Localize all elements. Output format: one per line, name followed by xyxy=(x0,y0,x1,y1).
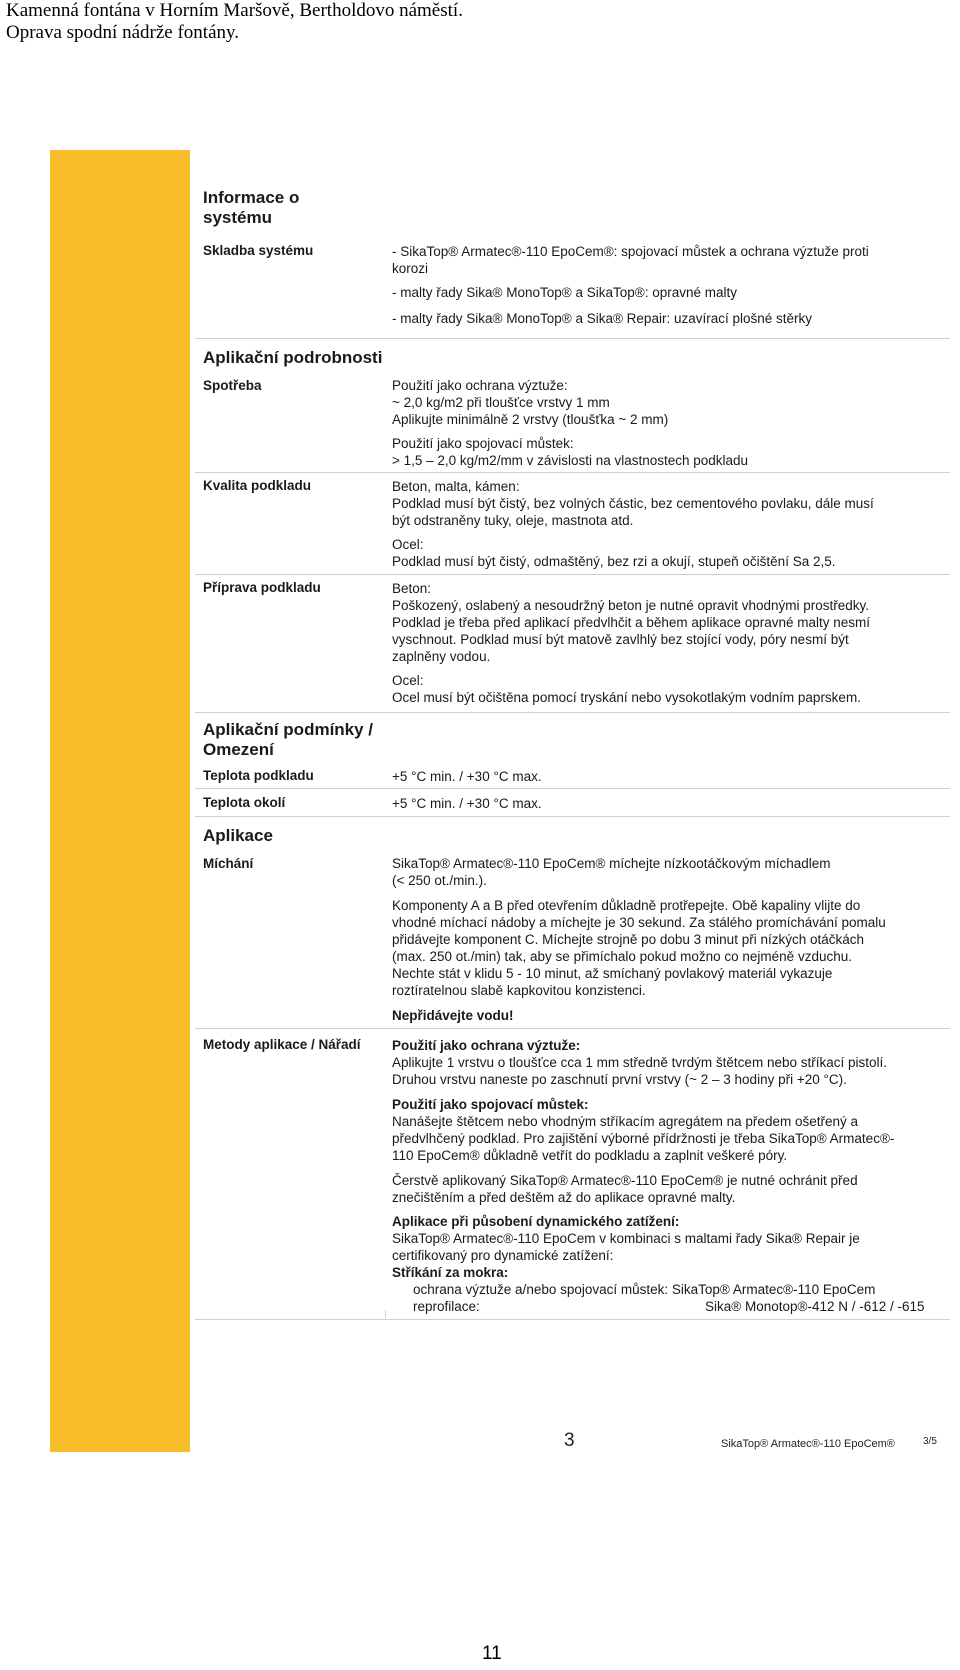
prep-line-4: vyschnout. Podklad musí být matově zavlhlý bez stojící vody, póry nesmí být xyxy=(392,632,849,647)
methods-line-12: certifikovaný pro dynamické zatížení: xyxy=(392,1248,614,1263)
divider xyxy=(195,788,950,789)
divider xyxy=(195,574,950,575)
section-title-details: Aplikační podrobnosti xyxy=(203,348,383,367)
methods-line-7: 110 EpoCem® důkladně vetřít do podkladu a zaplnit veškeré póry. xyxy=(392,1148,788,1163)
divider xyxy=(195,816,950,817)
mixing-line-8: roztíratelnou slabě kapkovitou konzistenci. xyxy=(392,983,646,998)
mixing-line-6: (max. 250 ot./min) tak, aby se přimíchalo pokud možno co nejméně vzduchu. xyxy=(392,949,852,964)
document-header xyxy=(6,0,463,44)
methods-line-11: SikaTop® Armatec®-110 EpoCem v kombinaci s maltami řady Sika® Repair je xyxy=(392,1231,860,1246)
footer-section-number: 3 xyxy=(564,1430,575,1451)
consumption-line-5: > 1,5 – 2,0 kg/m2/mm v závislosti na vlastnostech podkladu xyxy=(392,453,749,468)
mixing-line-5: přidávejte komponent C. Míchejte strojně po dobu 3 minut při nízkých otáčkách xyxy=(392,932,864,947)
label-substrate-quality: Kvalita podkladu xyxy=(203,478,312,493)
label-ambient-temp: Teplota okolí xyxy=(203,795,286,810)
info-title-line-2: systému xyxy=(203,208,272,227)
prep-line-1: Beton: xyxy=(392,581,432,596)
section-title-conditions xyxy=(203,720,373,760)
divider xyxy=(195,1028,950,1029)
footer-page-fraction: 3/5 xyxy=(923,1436,937,1447)
footer-product-name: SikaTop® Armatec®-110 EpoCem® xyxy=(721,1438,895,1450)
methods-line-10: Aplikace při působení dynamického zatížení: xyxy=(392,1214,680,1229)
info-line-4: - malty řady Sika® MonoTop® a Sika® Repair: uzavírací plošné stěrky xyxy=(392,311,813,326)
prep-line-6: Ocel: xyxy=(392,673,424,688)
conditions-title-line-2: Omezení xyxy=(203,740,274,759)
divider xyxy=(385,1310,386,1318)
prep-line-7: Ocel musí být očištěna pomocí tryskání nebo vysokotlakým vodním paprskem. xyxy=(392,690,861,705)
label-composition: Skladba systému xyxy=(203,243,314,258)
mixing-line-2: (< 250 ot./min.). xyxy=(392,873,487,888)
methods-line-4: Použití jako spojovací můstek: xyxy=(392,1097,589,1112)
info-line-1: - SikaTop® Armatec®-110 EpoCem®: spojovací můstek a ochrana výztuže proti xyxy=(392,244,869,259)
info-line-2: korozi xyxy=(392,261,429,276)
methods-line-3: Druhou vrstvu naneste po zaschnutí první vrstvy (~ 2 – 3 hodiny při +20 °C). xyxy=(392,1072,847,1087)
methods-line-2: Aplikujte 1 vrstvu o tloušťce cca 1 mm středně tvrdým štětcem nebo stříkací pistolí. xyxy=(392,1055,887,1070)
mixing-line-7: Nechte stát v klidu 5 - 10 minut, až smíchaný povlakový materiál vykazuje xyxy=(392,966,833,981)
quality-line-3: být odstraněny tuky, oleje, mastnota atd. xyxy=(392,513,634,528)
header-line-2: Oprava spodní nádrže fontány. xyxy=(6,22,240,43)
header-line-1: Kamenná fontána v Horním Maršově, Bertholdovo náměstí. xyxy=(6,0,463,21)
page-number: 11 xyxy=(482,1643,502,1664)
quality-line-1: Beton, malta, kámen: xyxy=(392,479,520,494)
mixing-line-4: vhodné míchací nádoby a míchejte je 30 sekund. Za stálého promíchávání pomalu xyxy=(392,915,886,930)
divider xyxy=(195,472,950,473)
yellow-sidebar xyxy=(50,150,190,1452)
mixing-line-3: Komponenty A a B před otevřením důkladně protřepejte. Obě kapaliny vlijte do xyxy=(392,898,861,913)
prep-line-3: Podklad je třeba před aplikací předvlhčit a během aplikace opravné malty nesmí xyxy=(392,615,871,630)
quality-line-5: Podklad musí být čistý, odmaštěný, bez rzi a okují, stupeň očištění Sa 2,5. xyxy=(392,554,836,569)
consumption-line-2: ~ 2,0 kg/m2 při tloušťce vrstvy 1 mm xyxy=(392,395,610,410)
prep-line-5: zaplněny vodou. xyxy=(392,649,491,664)
mixing-line-1: SikaTop® Armatec®-110 EpoCem® míchejte nízkootáčkovým míchadlem xyxy=(392,856,831,871)
section-title-info xyxy=(203,188,299,228)
methods-line-9: znečištěním a před deštěm až do aplikace opravné malty. xyxy=(392,1190,736,1205)
methods-line-16: Sika® Monotop®-412 N / -612 / -615 xyxy=(705,1299,925,1314)
info-title-line-1: Informace o xyxy=(203,188,300,207)
prep-line-2: Poškozený, oslabený a nesoudržný beton je nutné opravit vhodnými prostředky. xyxy=(392,598,870,613)
methods-line-8: Čerstvě aplikovaný SikaTop® Armatec®-110 EpoCem® je nutné ochránit před xyxy=(392,1173,858,1188)
consumption-line-3: Aplikujte minimálně 2 vrstvy (tloušťka ~ 2 mm) xyxy=(392,412,669,427)
label-substrate-prep: Příprava podkladu xyxy=(203,580,321,595)
quality-line-4: Ocel: xyxy=(392,537,424,552)
quality-line-2: Podklad musí být čistý, bez volných částic, bez cementového povlaku, dále musí xyxy=(392,496,874,511)
methods-line-14: ochrana výztuže a/nebo spojovací můstek: SikaTop® Armatec®-110 EpoCem xyxy=(413,1282,876,1297)
ambient-temp-value: +5 °C min. / +30 °C max. xyxy=(392,796,542,811)
divider xyxy=(195,1319,950,1320)
methods-line-1: Použití jako ochrana výztuže: xyxy=(392,1038,581,1053)
divider xyxy=(195,338,950,339)
substrate-temp-value: +5 °C min. / +30 °C max. xyxy=(392,769,542,784)
methods-line-5: Nanášejte štětcem nebo vhodným stříkacím agregátem na předem ošetřený a xyxy=(392,1114,858,1129)
section-title-application: Aplikace xyxy=(203,826,273,845)
info-line-3: - malty řady Sika® MonoTop® a SikaTop®: opravné malty xyxy=(392,285,737,300)
consumption-line-1: Použití jako ochrana výztuže: xyxy=(392,378,568,393)
mixing-warning: Nepřidávejte vodu! xyxy=(392,1008,514,1023)
label-substrate-temp: Teplota podkladu xyxy=(203,768,314,783)
consumption-line-4: Použití jako spojovací můstek: xyxy=(392,436,574,451)
methods-line-15: reprofilace: xyxy=(413,1299,480,1314)
label-methods: Metody aplikace / Nářadí xyxy=(203,1037,361,1052)
methods-line-6: předvlhčený podklad. Pro zajištění výborné přídržnosti je třeba SikaTop® Armatec®- xyxy=(392,1131,895,1146)
label-consumption: Spotřeba xyxy=(203,378,262,393)
conditions-title-line-1: Aplikační podmínky / xyxy=(203,720,374,739)
divider xyxy=(195,712,950,713)
label-mixing: Míchání xyxy=(203,856,254,871)
methods-line-13: Stříkání za mokra: xyxy=(392,1265,509,1280)
